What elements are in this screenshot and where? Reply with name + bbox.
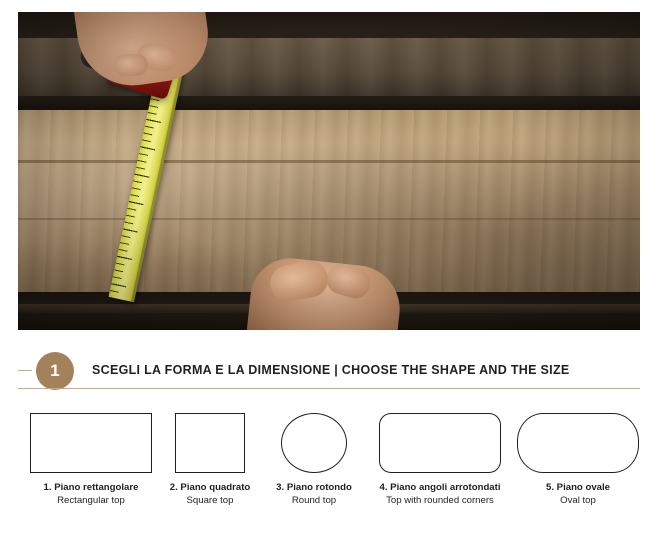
rectangle-shape-icon xyxy=(30,413,152,473)
step-rule xyxy=(18,388,640,389)
shape-label-it: 4. Piano angoli arrotondati xyxy=(379,482,501,493)
photo-board-seam-secondary xyxy=(18,218,640,220)
shape-label-it: 3. Piano rotondo xyxy=(276,482,352,493)
shape-label-en: Top with rounded corners xyxy=(386,494,494,506)
shape-label-en: Oval top xyxy=(560,494,596,506)
shape-label-en: Square top xyxy=(186,494,234,506)
shape-preview-box xyxy=(264,412,364,474)
shape-label-en: Round top xyxy=(291,494,337,506)
tape-measure-photo xyxy=(18,12,640,330)
shape-label-it: 1. Piano rettangolare xyxy=(43,482,139,493)
step-number-badge: 1 xyxy=(36,352,74,390)
shape-caption xyxy=(158,482,262,507)
shape-preview-box xyxy=(516,412,640,474)
shape-caption xyxy=(18,482,164,507)
shape-caption xyxy=(366,482,514,507)
square-shape-icon xyxy=(175,413,245,473)
step-header xyxy=(18,352,640,390)
shape-preview-box xyxy=(366,412,514,474)
step-rule-left xyxy=(18,370,32,371)
shape-caption xyxy=(264,482,364,507)
shape-label-en: Rectangular top xyxy=(57,494,125,506)
hand-lower-thumb xyxy=(268,258,331,304)
shape-preview-box xyxy=(158,412,262,474)
shape-option-rectangular-top[interactable] xyxy=(18,412,164,507)
shape-option-round-top[interactable] xyxy=(264,412,364,507)
circle-shape-icon xyxy=(281,413,347,473)
shape-caption xyxy=(516,482,640,507)
rounded-rectangle-shape-icon xyxy=(379,413,501,473)
step-title: SCEGLI LA FORMA E LA DIMENSIONE | CHOOSE THE SHAPE AND THE SIZE xyxy=(92,363,570,377)
shape-preview-box xyxy=(18,412,164,474)
shape-option-square-top[interactable] xyxy=(158,412,262,507)
oval-shape-icon xyxy=(517,413,639,473)
shape-options-row xyxy=(18,412,640,522)
photo-board-seam xyxy=(18,160,640,163)
shape-option-oval-top[interactable] xyxy=(516,412,640,507)
hand-lower-knuckle xyxy=(323,261,374,302)
shape-option-rounded-corners-top[interactable] xyxy=(366,412,514,507)
hand-upper-finger-2 xyxy=(114,54,148,76)
shape-label-it: 2. Piano quadrato xyxy=(169,482,251,493)
shape-label-it: 5. Piano ovale xyxy=(546,482,610,493)
